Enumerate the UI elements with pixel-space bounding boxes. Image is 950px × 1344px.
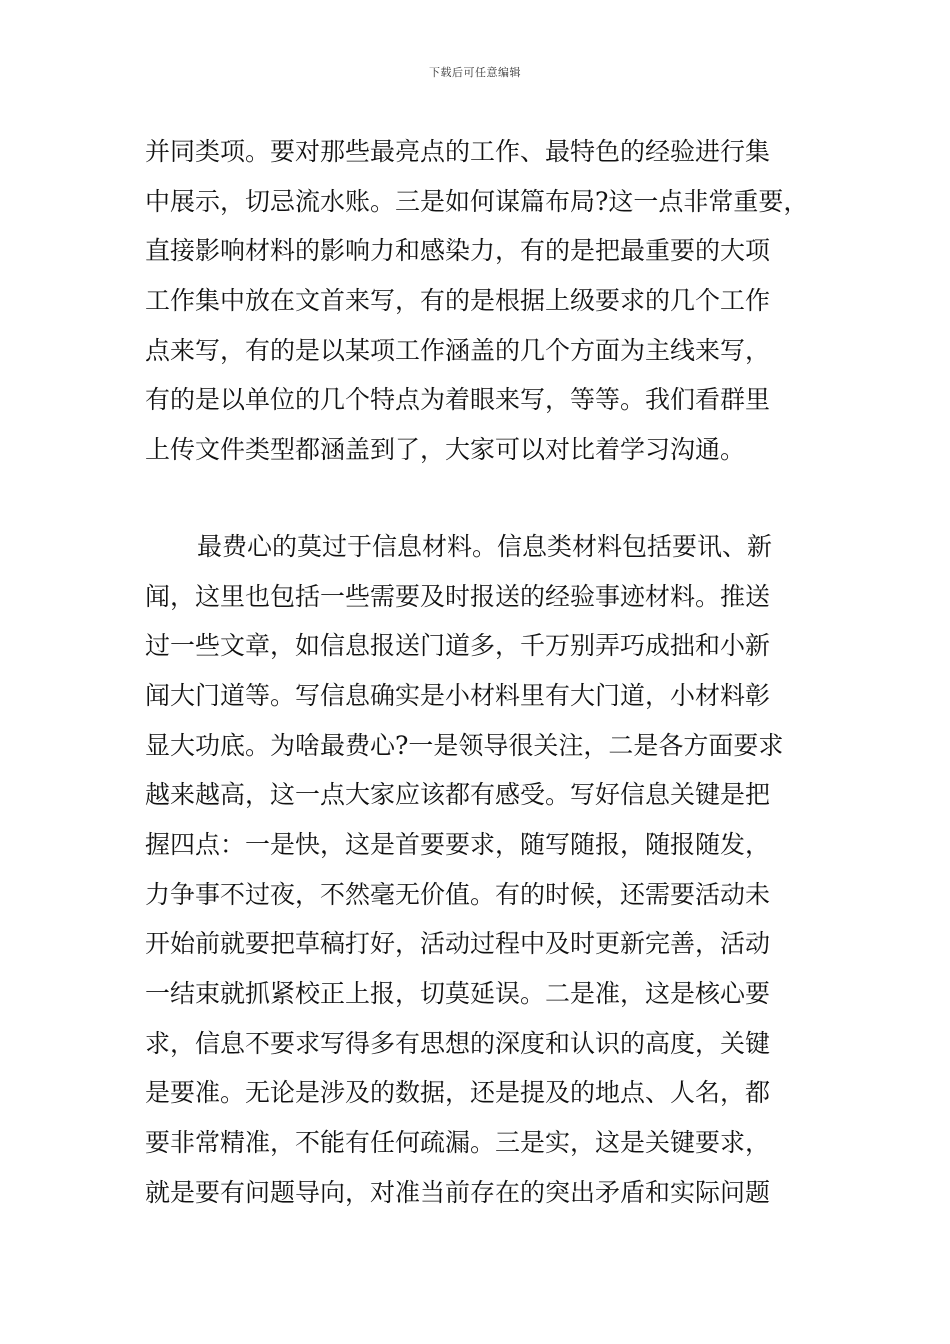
text-line: 显大功底。为啥最费心?一是领导很关注，二是各方面要求 bbox=[145, 730, 784, 760]
text-line: 过一些文章，如信息报送门道多，千万别弄巧成拙和小新 bbox=[145, 631, 771, 661]
paragraph-1 bbox=[145, 127, 810, 475]
text-line: 闻，这里也包括一些需要及时报送的经验事迹材料。推送 bbox=[145, 581, 771, 611]
text-line: 有的是以单位的几个特点为着眼来写，等等。我们看群里 bbox=[145, 385, 771, 415]
document-body bbox=[145, 127, 810, 1217]
text-line: 就是要有问题导向，对准当前存在的突出矛盾和实际问题 bbox=[145, 1177, 771, 1207]
text-line: 最费心的莫过于信息材料。信息类材料包括要讯、新 bbox=[197, 531, 773, 561]
text-line: 点来写，有的是以某项工作涵盖的几个方面为主线来写， bbox=[145, 335, 771, 365]
text-line: 握四点：一是快，这是首要要求，随写随报，随报随发， bbox=[145, 829, 771, 859]
text-line: 工作集中放在文首来写，有的是根据上级要求的几个工作 bbox=[145, 286, 771, 316]
text-line: 上传文件类型都涵盖到了，大家可以对比着学习沟通。 bbox=[145, 435, 746, 465]
text-line: 力争事不过夜，不然毫无价值。有的时候，还需要活动未 bbox=[145, 879, 771, 909]
text-line: 闻大门道等。写信息确实是小材料里有大门道，小材料彰 bbox=[145, 680, 771, 710]
text-line: 是要准。无论是涉及的数据，还是提及的地点、人名，都 bbox=[145, 1078, 771, 1108]
text-line: 要非常精准，不能有任何疏漏。三是实，这是关键要求， bbox=[145, 1128, 771, 1158]
paragraph-spacer bbox=[145, 475, 810, 522]
text-line: 中展示，切忌流水账。三是如何谋篇布局?这一点非常重要， bbox=[145, 186, 809, 216]
paragraph-2 bbox=[145, 522, 810, 1218]
text-line: 一结束就抓紧校正上报，切莫延误。二是准，这是核心要 bbox=[145, 979, 771, 1008]
text-line: 开始前就要把草稿打好，活动过程中及时更新完善，活动 bbox=[145, 929, 771, 959]
text-line: 直接影响材料的影响力和感染力，有的是把最重要的大项 bbox=[145, 236, 771, 266]
text-line: 并同类项。要对那些最亮点的工作、最特色的经验进行集 bbox=[145, 137, 771, 166]
text-line: 越来越高，这一点大家应该都有感受。写好信息关键是把 bbox=[145, 780, 771, 810]
text-line: 求，信息不要求写得多有思想的深度和认识的高度，关键 bbox=[145, 1028, 771, 1058]
page-header: 下载后可任意编辑 bbox=[429, 66, 521, 79]
